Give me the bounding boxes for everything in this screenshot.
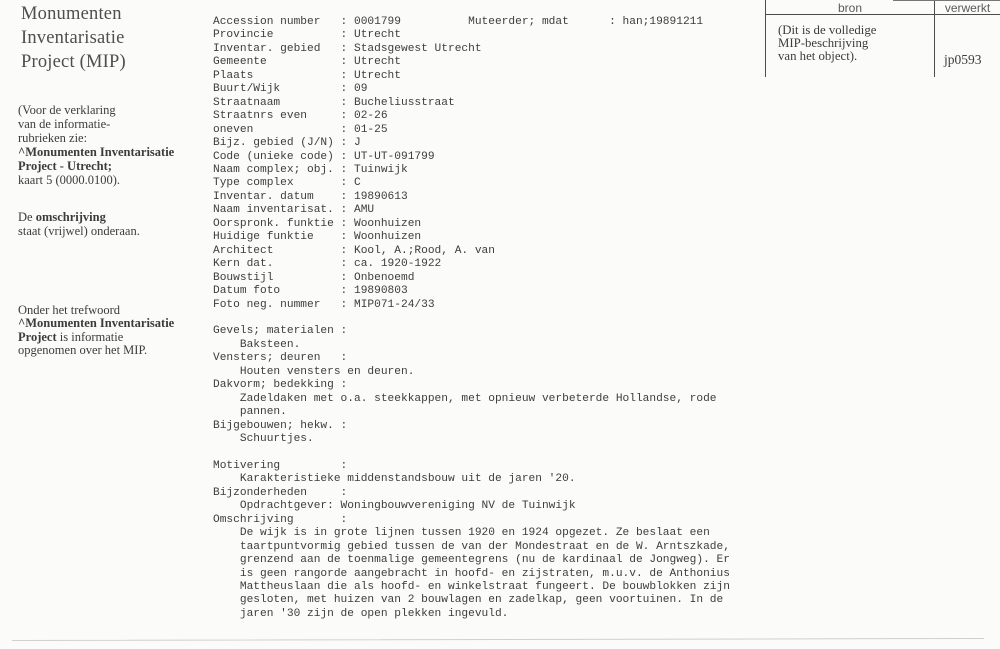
record-line: Straatnaam : Bucheliusstraat — [213, 96, 455, 109]
record-line: Huidige funktie : Woonhuizen — [213, 231, 422, 244]
record-line: Bijzonderheden : — [213, 486, 348, 499]
record-line: Gevels; materialen : — [213, 325, 348, 338]
note-line: van de informatie- — [18, 117, 111, 131]
note-line: (Voor de verklaring — [18, 103, 116, 117]
note-line: ^Monumenten Inventarisatie — [18, 316, 175, 331]
record-line: Karakteristieke middenstandsbouw uit de jaren '20. — [213, 473, 576, 486]
mip-title — [21, 3, 126, 74]
record-line: Inventar. datum : 19890613 — [213, 190, 408, 203]
record-line: Inventar. gebied : Stadsgewest Utrecht — [213, 42, 482, 55]
margin-note-explanation — [18, 103, 208, 187]
record-line: Naam inventarisat. : AMU — [213, 204, 375, 217]
margin-note-trefwoord — [18, 304, 208, 358]
verwerkt-column-header: verwerkt — [944, 1, 991, 15]
record-line: Bouwstijl : Onbenoemd — [213, 271, 415, 284]
record-line: Mattheuslaan die als hoofd- en winkelstraat fungeert. De bouwblokken zijn — [213, 581, 730, 594]
record-line: Bijgebouwen; hekw. : — [213, 419, 348, 432]
record-line: Zadeldaken met o.a. steekkappen, met opnieuw verbeterde Hollandse, rode — [213, 392, 717, 405]
record-line: Dakvorm; bedekking : — [213, 379, 348, 392]
note-line: kaart 5 (0000.0100). — [18, 173, 121, 187]
record-line: pannen. — [213, 406, 287, 419]
note-line: Onder het trefwoord — [18, 303, 121, 317]
record-line: is geen rangorde aangebracht in hoofd- en zijstraten, m.u.v. de Anthonius — [213, 567, 730, 580]
record-line: Type complex : C — [213, 177, 361, 190]
bron-note-line: (Dit is de volledige — [778, 23, 877, 37]
record-line: Vensters; deuren : — [213, 352, 348, 365]
mip-title-line: Monumenten — [21, 4, 122, 24]
record-line: Provincie : Utrecht — [213, 29, 401, 42]
record-line: Opdrachtgever: Woningbouwvereniging NV de Tuinwijk — [213, 500, 576, 513]
mip-record-block — [213, 16, 730, 621]
note-line: opgenomen over het MIP. — [18, 343, 148, 358]
bron-note — [778, 24, 876, 64]
record-line: Architect : Kool, A.;Rood, A. van — [213, 244, 495, 257]
note-line: rubrieken zie: — [18, 131, 88, 145]
note-line: staat (vrijwel) onderaan. — [18, 224, 140, 238]
mip-title-line: Project (MIP) — [21, 51, 126, 72]
bron-note-line: van het object). — [778, 49, 858, 64]
record-line: Accession number : 0001799 Muteerder; mdat : han;19891211 — [213, 16, 704, 28]
verwerkt-value: jp0593 — [944, 52, 982, 67]
note-line: Project - Utrecht; — [18, 159, 112, 173]
record-line: Code (unieke code) : UT-UT-091799 — [213, 150, 435, 163]
record-line: Datum foto : 19890803 — [213, 285, 408, 298]
record-line — [213, 447, 730, 460]
record-line: Plaats : Utrecht — [213, 69, 401, 82]
record-line: Foto neg. nummer : MIP071-24/33 — [213, 298, 435, 311]
record-line: Straatnrs even : 02-26 — [213, 110, 388, 123]
record-line: De wijk is in grote lijnen tussen 1920 en 1924 opgezet. Ze beslaat een — [213, 527, 710, 540]
record-line: Oorspronk. funktie : Woonhuizen — [213, 217, 422, 230]
margin-note-omschrijving — [18, 210, 208, 238]
note-line: De omschrijving — [18, 210, 106, 224]
record-line: taartpuntvormig gebied tussen de van der Mondestraat en de W. Arntszkade, — [213, 540, 730, 553]
record-line: Naam complex; obj. : Tuinwijk — [213, 163, 408, 176]
mip-title-line: Inventarisatie — [21, 27, 125, 48]
record-line: Baksteen. — [213, 338, 301, 351]
record-line: Motivering : — [213, 459, 348, 472]
record-line: jaren '30 zijn de open plekken ingevuld. — [213, 607, 509, 620]
note-line: Project is informatie — [18, 329, 124, 344]
record-line: Gemeente : Utrecht — [213, 56, 401, 69]
record-line: Houten vensters en deuren. — [213, 365, 415, 378]
record-line: oneven : 01-25 — [213, 123, 388, 136]
record-line: gesloten, met huizen van 2 bouwlagen en zadelkap, geen voortuinen. In de — [213, 594, 724, 607]
bron-note-line: MIP-beschrijving — [778, 36, 869, 51]
record-line: Buurt/Wijk : 09 — [213, 83, 368, 96]
bron-column-header: bron — [837, 1, 863, 15]
record-line: Schuurtjes. — [213, 433, 314, 446]
record-line: Kern dat. : ca. 1920-1922 — [213, 258, 442, 271]
note-line: ^Monumenten Inventarisatie — [18, 145, 175, 159]
record-line: Bijz. gebied (J/N) : J — [213, 137, 361, 150]
scan-artifact-line — [12, 638, 984, 641]
record-line: Omschrijving : — [213, 513, 348, 526]
record-line — [213, 312, 730, 325]
record-line: grenzend aan de toenmalige gemeentegrens (nu de kardinaal de Jongweg). Er — [213, 554, 730, 567]
